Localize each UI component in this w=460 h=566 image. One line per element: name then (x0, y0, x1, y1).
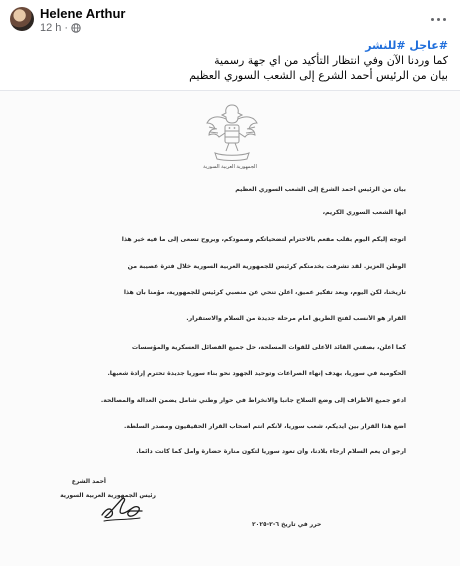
statement-greeting: أيها الشعب السوري الكريم، (322, 209, 406, 216)
caption-hashtags[interactable]: #عاجل #للنشر (365, 39, 448, 52)
author-name[interactable]: Helene Arthur (40, 6, 126, 21)
statement-line: أرجو أن يعم السلام أرجاء بلادنا، وأن تعود سوريا لتكون منارة حضارة وأمل كما كانت دائماً. (136, 448, 406, 455)
handwritten-signature (96, 489, 148, 525)
syrian-eagle-emblem-icon (205, 99, 259, 163)
statement-line: كما أعلن، بصفتي القائد الأعلى للقوات المسلحة، حل جميع الفصائل العسكرية والمؤسسات (131, 344, 406, 351)
globe-icon (71, 23, 81, 33)
post-time[interactable]: 12 h (40, 22, 62, 34)
statement-line: أدعو جميع الأطراف إلى وضع السلاح جانباً والانخراط في حوار وطني شامل يضمن العدالة والمصالحة. (100, 397, 406, 404)
statement-line: تاريخنا، لكن اليوم، وبعد تفكير عميق، أعلن تنحي عن منصبي كرئيس للجمهورية، مؤمناً بأن هذا (123, 289, 406, 296)
avatar[interactable] (10, 7, 34, 31)
statement-line: أتوجه إليكم اليوم بقلب مفعم بالاحترام لتضحياتكم وصمودكم، وبروح تسعى إلى ما فيه خير هذا (121, 236, 406, 243)
emblem-caption: الجمهورية العربية السورية (203, 164, 257, 170)
more-options-icon[interactable] (428, 14, 448, 24)
caption-line: كما وردنا الآن وفي انتظار التأكيد من اي جهة رسمية (214, 54, 448, 67)
post-caption (12, 38, 448, 83)
caption-line: بيان من الرئيس أحمد الشرع إلى الشعب السوري العظيم (189, 69, 448, 82)
post-header (0, 0, 460, 40)
statement-line: أضع هذا القرار بين أيديكم، شعب سوريا، لأنكم أنتم أصحاب القرار الحقيقيون ومصدر السلطة. (123, 423, 406, 430)
post-meta (40, 22, 81, 34)
statement-line: الوطن العزيز. لقد تشرفت بخدمتكم كرئيس للجمهورية العربية السورية خلال فترة عصيبة من (127, 263, 406, 270)
meta-separator: · (64, 22, 69, 34)
document-image[interactable] (0, 90, 460, 566)
document-date: حرر في تاريخ ٦-٢-٢٠٢٥ (252, 521, 322, 528)
statement-line: القرار هو الأنسب لفتح الطريق أمام مرحلة جديدة من السلام والاستقرار. (186, 315, 406, 322)
statement-heading: بيان من الرئيس أحمد الشرع إلى الشعب السوري العظيم (235, 186, 406, 193)
signatory-title: رئيس الجمهورية العربية السورية (60, 492, 156, 499)
signatory-name: أحمد الشرع (71, 478, 106, 485)
statement-line: الحكومية في سوريا، بهدف إنهاء الصراعات وتوحيد الجهود نحو بناء سوريا جديدة تحترم إرادة شعبها. (107, 370, 406, 377)
